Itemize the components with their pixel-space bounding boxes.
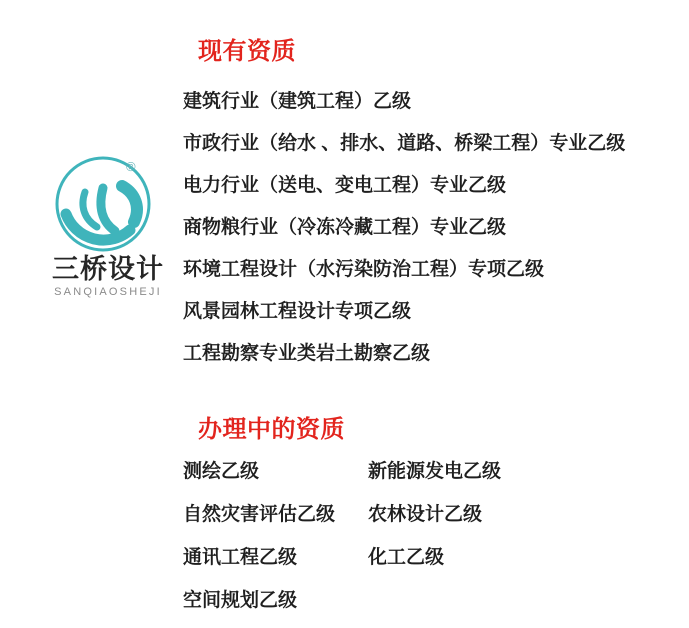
company-name-en: SANQIAOSHEJI	[54, 286, 162, 298]
qualification-item: 农林设计乙级	[368, 504, 483, 525]
qualification-item: 自然灾害评估乙级	[183, 504, 336, 525]
section-title-in-progress: 办理中的资质	[198, 416, 345, 443]
qualification-item: 电力行业（送电、变电工程）专业乙级	[183, 175, 507, 196]
qualification-item-empty	[368, 591, 678, 610]
qualification-item: 风景园林工程设计专项乙级	[183, 301, 412, 322]
qualifications-content	[183, 40, 678, 610]
qualification-item: 工程勘察专业类岩土勘察乙级	[183, 343, 431, 364]
existing-qualifications-list	[183, 92, 678, 363]
qualification-item: 通讯工程乙级	[183, 547, 298, 568]
qualification-item: 测绘乙级	[183, 461, 260, 482]
qualification-item: 空间规划乙级	[183, 590, 298, 611]
qualification-item: 环境工程设计（水污染防治工程）专项乙级	[183, 259, 545, 280]
qualification-item: 化工乙级	[368, 547, 445, 568]
company-name-cn: 三桥设计	[52, 254, 164, 284]
qualification-item: 新能源发电乙级	[368, 461, 502, 482]
qualification-item: 商物粮行业（冷冻冷藏工程）专业乙级	[183, 217, 507, 238]
section-title-existing: 现有资质	[198, 38, 296, 65]
in-progress-qualifications-grid	[183, 462, 678, 610]
qualification-item: 建筑行业（建筑工程）乙级	[183, 91, 412, 112]
wave-logo-icon	[51, 152, 155, 256]
registered-trademark-symbol: ®	[126, 159, 136, 174]
company-logo	[40, 150, 185, 315]
qualification-item: 市政行业（给水 、排水、道路、桥梁工程）专业乙级	[183, 133, 626, 154]
